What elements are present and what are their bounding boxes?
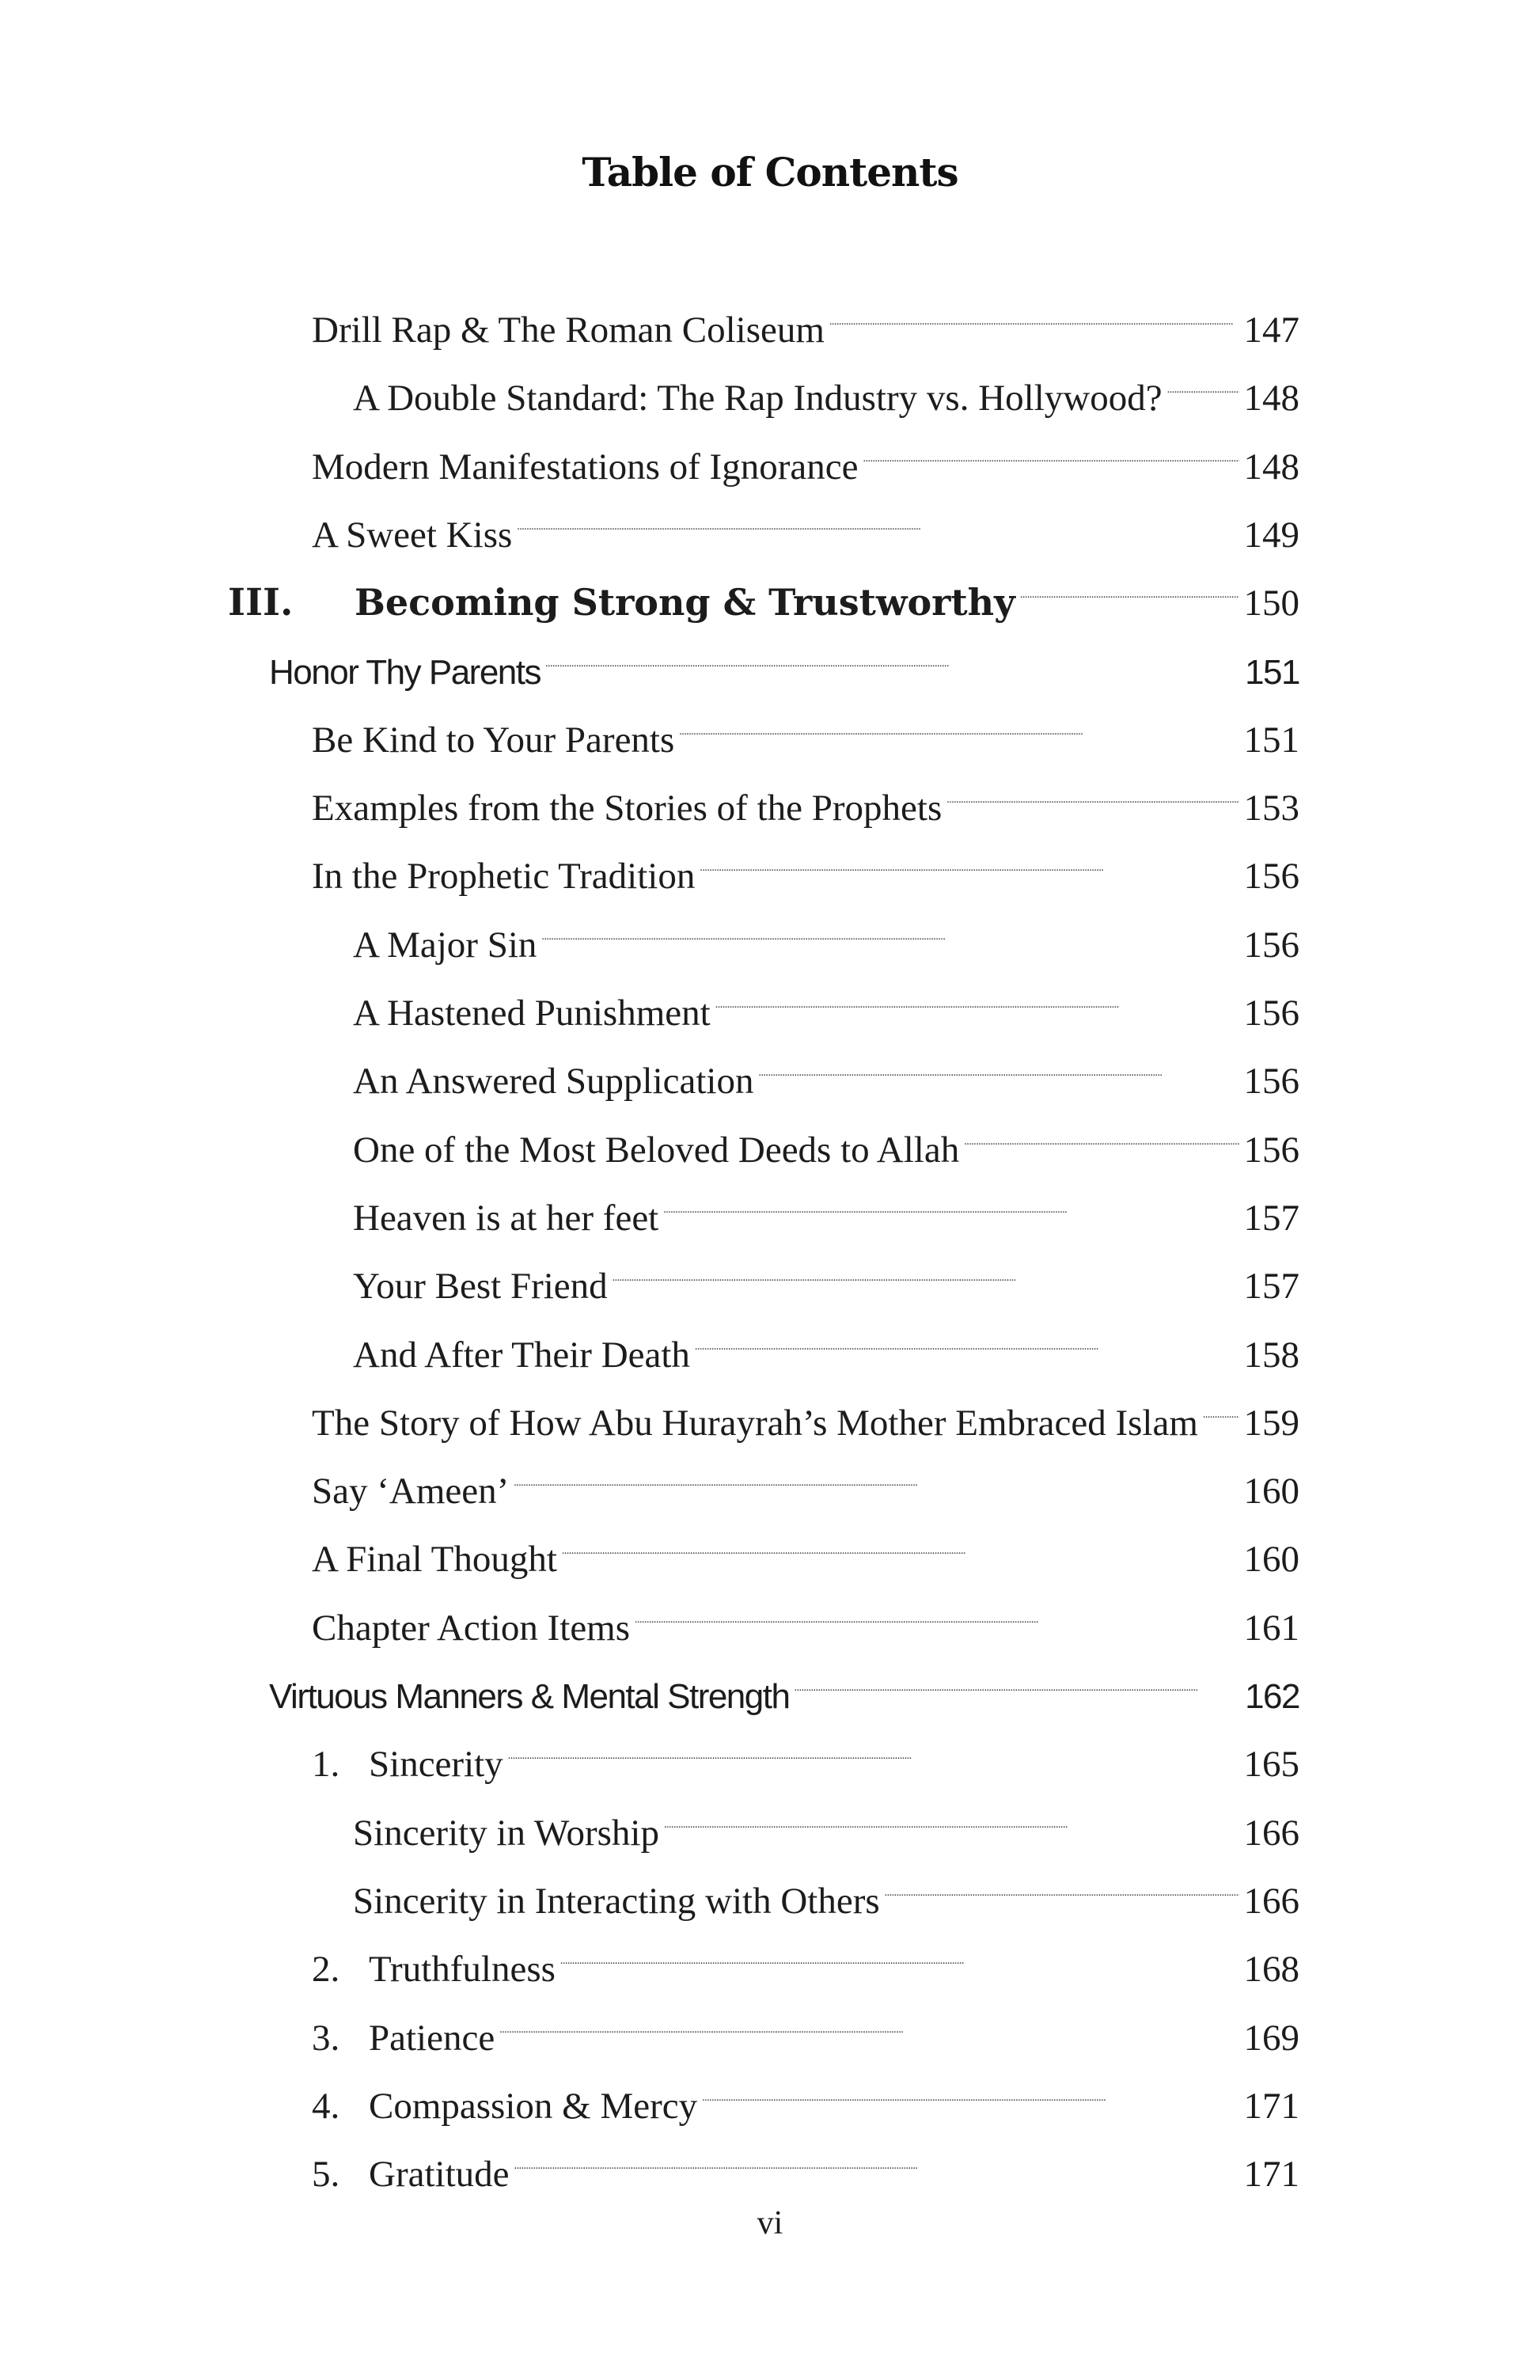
toc-entry	[312, 1506, 1299, 1581]
dot-leader	[1020, 550, 1239, 615]
toc-entry-title: Gratitude	[369, 2154, 510, 2196]
toc-entry-page: 156	[1243, 856, 1299, 898]
toc-entry-title: A Final Thought	[312, 1539, 557, 1581]
toc-entry-page: 157	[1243, 1197, 1299, 1239]
toc-entry-page: 160	[1243, 1471, 1299, 1513]
toc-entry	[312, 414, 1299, 488]
toc-entry-title: Patience	[369, 2017, 495, 2059]
toc-entry-page: 153	[1243, 788, 1299, 829]
toc-entry-title: In the Prophetic Tradition	[312, 856, 696, 898]
toc-entry-title: Examples from the Stories of the Prophets	[312, 788, 943, 829]
toc-entry-title: Sincerity in Interacting with Others	[353, 1880, 880, 1922]
dot-leader	[541, 892, 1238, 957]
dot-leader	[964, 1097, 1238, 1162]
toc-entry	[269, 1643, 1299, 1716]
dot-leader	[679, 687, 1238, 752]
toc-entry	[353, 892, 1299, 966]
toc-entry-page: 171	[1243, 2085, 1299, 2127]
toc-entry	[312, 1985, 1299, 2059]
toc-entry-number: 3.	[312, 2017, 340, 2059]
toc-entry-page: 150	[1243, 583, 1299, 624]
toc-entry-title: A Major Sin	[353, 924, 537, 966]
dot-leader	[663, 1165, 1238, 1230]
dot-leader	[759, 1028, 1239, 1093]
toc-entry-number: 5.	[312, 2154, 340, 2196]
toc-entry	[312, 1711, 1299, 1786]
dot-leader	[829, 277, 1239, 342]
toc-entry-page: 159	[1243, 1402, 1299, 1444]
toc-entry-title: Sincerity	[369, 1744, 503, 1786]
toc-entry-page: 166	[1243, 1812, 1299, 1854]
toc-entry-title: Be Kind to Your Parents	[312, 719, 675, 761]
toc-entry-page: 168	[1243, 1949, 1299, 1991]
toc-entry	[312, 755, 1299, 829]
dot-leader	[1167, 345, 1239, 410]
toc-entry-title: A Double Standard: The Rap Industry vs. Hollywood?	[353, 378, 1163, 419]
toc-entry-page: 169	[1243, 2017, 1299, 2059]
toc-entry-page: 149	[1243, 514, 1299, 556]
toc-entry	[312, 1370, 1299, 1444]
toc-entry	[312, 1438, 1299, 1513]
toc-entry	[312, 1916, 1299, 1991]
toc-entry-title: An Answered Supplication	[353, 1061, 754, 1103]
toc-entry-title: Modern Manifestations of Ignorance	[312, 446, 859, 488]
dot-leader	[514, 1438, 1238, 1503]
toc-entry	[353, 1097, 1299, 1171]
toc-entry-title: Virtuous Manners & Mental Strength	[269, 1677, 790, 1716]
toc-entry	[228, 550, 1299, 625]
toc-entry-title: Truthfulness	[369, 1949, 556, 1991]
toc-entry-page: 158	[1243, 1334, 1299, 1376]
toc-entry-title: A Hastened Punishment	[353, 993, 711, 1034]
toc-entry	[312, 687, 1299, 761]
toc-entry-title: Heaven is at her feet	[353, 1197, 659, 1239]
dot-leader	[613, 1233, 1239, 1298]
page-number: vi	[757, 2205, 783, 2241]
page-title: Table of Contents	[582, 149, 958, 195]
toc-entry	[353, 1780, 1299, 1854]
toc-entry-page: 162	[1245, 1677, 1299, 1716]
toc-entry	[312, 2121, 1299, 2196]
toc-entry-page: 148	[1243, 446, 1299, 488]
toc-entry	[353, 1028, 1299, 1103]
toc-entry-page: 166	[1243, 1880, 1299, 1922]
toc-entry-page: 151	[1243, 719, 1299, 761]
dot-leader	[946, 755, 1238, 820]
dot-leader	[560, 1916, 1239, 1981]
toc-entry	[353, 345, 1299, 419]
toc-entry-title: Chapter Action Items	[312, 1607, 631, 1649]
dot-leader	[517, 482, 1238, 547]
toc-entry-page: 156	[1243, 924, 1299, 966]
toc-entry-page: 156	[1243, 1061, 1299, 1103]
toc-entry-page: 165	[1243, 1744, 1299, 1786]
toc-entry-page: 160	[1243, 1539, 1299, 1581]
dot-leader	[545, 619, 1239, 684]
toc-entry	[269, 619, 1299, 692]
dot-leader	[664, 1780, 1239, 1845]
toc-entry	[353, 1165, 1299, 1239]
toc-entry	[353, 1302, 1299, 1376]
toc-entry-number: 4.	[312, 2085, 340, 2127]
toc-entry	[353, 960, 1299, 1034]
toc-entry	[353, 1848, 1299, 1922]
dot-leader	[702, 2053, 1238, 2118]
dot-leader	[1203, 1370, 1239, 1435]
toc-entry-page: 156	[1243, 1129, 1299, 1171]
dot-leader	[794, 1643, 1239, 1708]
toc-entry-number: 1.	[312, 1744, 340, 1786]
toc-entry-title: Honor Thy Parents	[269, 652, 541, 692]
toc-entry	[312, 823, 1299, 898]
toc-entry-title: And After Their Death	[353, 1334, 690, 1376]
toc-entry-page: 147	[1243, 309, 1299, 351]
dot-leader	[885, 1848, 1239, 1913]
toc-entry-title: Compassion & Mercy	[369, 2085, 698, 2127]
toc-entry-title: Drill Rap & The Roman Coliseum	[312, 309, 825, 351]
toc-entry-page: 161	[1243, 1607, 1299, 1649]
toc-entry-title: Say ‘Ameen’	[312, 1471, 510, 1513]
toc-entry	[312, 1575, 1299, 1649]
toc-entry	[312, 2053, 1299, 2127]
toc-entry-number: III.	[228, 581, 294, 625]
dot-leader	[562, 1506, 1239, 1571]
toc-entry-page: 157	[1243, 1266, 1299, 1308]
toc-entry-page: 148	[1243, 378, 1299, 419]
dot-leader	[863, 414, 1238, 479]
toc-entry	[312, 482, 1299, 556]
toc-entry-page: 156	[1243, 993, 1299, 1034]
toc-entry	[353, 1233, 1299, 1308]
toc-entry-page: 151	[1245, 652, 1299, 692]
dot-leader	[508, 1711, 1239, 1776]
toc-entry-title: One of the Most Beloved Deeds to Allah	[353, 1129, 960, 1171]
dot-leader	[514, 2121, 1239, 2186]
toc-entry	[312, 277, 1299, 351]
toc-entry-page: 171	[1243, 2154, 1299, 2196]
toc-entry-number: 2.	[312, 1949, 340, 1991]
dot-leader	[635, 1575, 1238, 1640]
toc-entry-title: A Sweet Kiss	[312, 514, 513, 556]
toc-entry-title: The Story of How Abu Hurayrah’s Mother Embraced Islam	[312, 1402, 1198, 1444]
dot-leader	[700, 823, 1238, 888]
toc-entry-title: Your Best Friend	[353, 1266, 608, 1308]
toc-entry-title: Becoming Strong & Trustworthy	[355, 581, 1015, 624]
dot-leader	[695, 1302, 1239, 1367]
dot-leader	[715, 960, 1239, 1025]
toc-entry-title: Sincerity in Worship	[353, 1812, 659, 1854]
dot-leader	[499, 1985, 1238, 2050]
